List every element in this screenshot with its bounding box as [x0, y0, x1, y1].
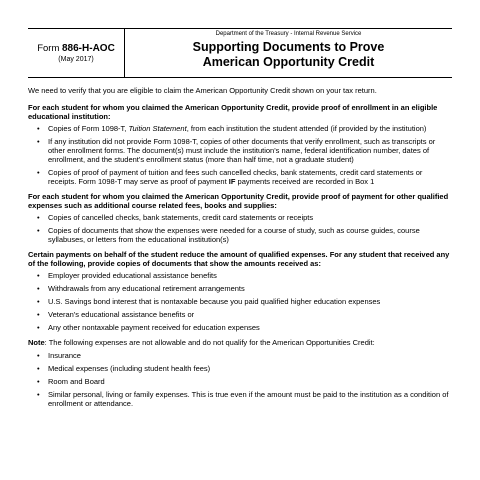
- bullet-icon: •: [37, 390, 40, 399]
- intro-text: We need to verify that you are eligible to claim the American Opportunity Credit shown on your tax return.: [28, 86, 377, 95]
- list-item-text: Room and Board: [48, 377, 105, 386]
- bullet-icon: •: [37, 137, 40, 146]
- list-item-text: Insurance: [48, 351, 81, 360]
- list-item-text: U.S. Savings bond interest that is nontaxable because you paid qualified higher education expenses: [48, 297, 381, 306]
- list-item-text: Similar personal, living or family expenses. This is true even if the amount must be paid to the institution as a condition of enrollment or attendance.: [48, 390, 449, 408]
- bullet-icon: •: [37, 124, 40, 133]
- list-item: [28, 226, 452, 244]
- form-number: 886-H-AOC: [62, 43, 115, 54]
- bullet-icon: •: [37, 377, 40, 386]
- list-item: [28, 377, 452, 386]
- bullet-icon: •: [37, 271, 40, 280]
- list-item-bold: IF: [228, 177, 236, 186]
- agency-name: Department of the Treasury - Internal Revenue Service: [215, 31, 362, 37]
- list-item-text: Copies of proof of payment of tuition and fees such cancelled checks, bank statements, credit card statements or receipts. Form 1098-T may serve as proof of payment: [48, 168, 423, 186]
- list-item: [28, 323, 452, 332]
- list-item: [28, 271, 452, 280]
- bullet-list: [28, 213, 452, 244]
- list-item-text: Medical expenses (including student health fees): [48, 364, 211, 373]
- list-item-text: Employer provided educational assistance benefits: [48, 271, 217, 280]
- form-id: [28, 43, 124, 54]
- bullet-icon: •: [37, 364, 40, 373]
- list-item: [28, 390, 452, 408]
- bullet-icon: •: [37, 226, 40, 235]
- bullet-icon: •: [37, 323, 40, 332]
- bullet-list: [28, 124, 452, 186]
- list-item-text: Veteran's educational assistance benefits or: [48, 310, 195, 319]
- form-body: [28, 86, 452, 414]
- list-item-text: If any institution did not provide Form 1098-T, copies of other documents that verify enrollment, such as transcripts or other enrollment forms. The document(s) must include the institution's name, federal identification number, dates of enrollment, and the student's enrollment status (more than half time, not a graduate student): [48, 137, 436, 164]
- form-title-line2: American Opportunity Credit: [202, 55, 375, 69]
- form-date: (May 2017): [58, 56, 94, 63]
- note-text: [28, 338, 452, 347]
- section-heading: Certain payments on behalf of the student reduce the amount of qualified expenses. For any student that received any of the following, provide copies of documents that show the amounts received as:: [28, 250, 450, 268]
- list-item-italic: Tuition Statement: [128, 124, 187, 133]
- bullet-icon: •: [37, 213, 40, 222]
- list-item: [28, 137, 452, 164]
- bullet-icon: •: [37, 168, 40, 177]
- section-heading: For each student for whom you claimed the American Opportunity Credit, provide proof of payment for other qualified expenses such as additional course related fees, books and supplies:: [28, 192, 449, 210]
- list-item: [28, 213, 452, 222]
- title-box: [125, 29, 452, 77]
- form-prefix: Form: [37, 43, 60, 54]
- list-item-text: Copies of cancelled checks, bank statements, credit card statements or receipts: [48, 213, 314, 222]
- form-title-line1: Supporting Documents to Prove: [192, 40, 385, 54]
- list-item-text: payments received are recorded in Box 1: [235, 177, 375, 186]
- form-title: [125, 40, 452, 70]
- section-reductions: [28, 250, 452, 332]
- list-item: [28, 284, 452, 293]
- form-identifier-box: [28, 29, 125, 77]
- list-item-text: Copies of Form 1098-T,: [48, 124, 129, 133]
- list-item: [28, 364, 452, 373]
- section-qualified-expenses: [28, 192, 452, 244]
- form-header: [28, 28, 452, 78]
- bullet-icon: •: [37, 297, 40, 306]
- list-item: [28, 351, 452, 360]
- list-item-text: Withdrawals from any educational retirement arrangements: [48, 284, 245, 293]
- list-item: [28, 310, 452, 319]
- list-item: [28, 297, 452, 306]
- section-heading: For each student for whom you claimed the American Opportunity Credit, provide proof of enrollment in an eligible educational institution:: [28, 103, 438, 121]
- section-note: [28, 338, 452, 408]
- list-item-text: Copies of documents that show the expenses were needed for a course of study, such as course guides, course syllabuses, or letters from the educational institution(s): [48, 226, 420, 244]
- bullet-icon: •: [37, 310, 40, 319]
- list-item-text: Any other nontaxable payment received for education expenses: [48, 323, 260, 332]
- bullet-icon: •: [37, 351, 40, 360]
- bullet-list: [28, 271, 452, 332]
- bullet-list: [28, 351, 452, 408]
- bullet-icon: •: [37, 284, 40, 293]
- note-body: : The following expenses are not allowable and do not qualify for the American Opportunities Credit:: [44, 338, 375, 347]
- note-label: Note: [28, 338, 45, 347]
- list-item: [28, 168, 452, 186]
- list-item: [28, 124, 452, 133]
- list-item-text: , from each institution the student attended (if provided by the institution): [186, 124, 427, 133]
- section-enrollment: [28, 103, 452, 186]
